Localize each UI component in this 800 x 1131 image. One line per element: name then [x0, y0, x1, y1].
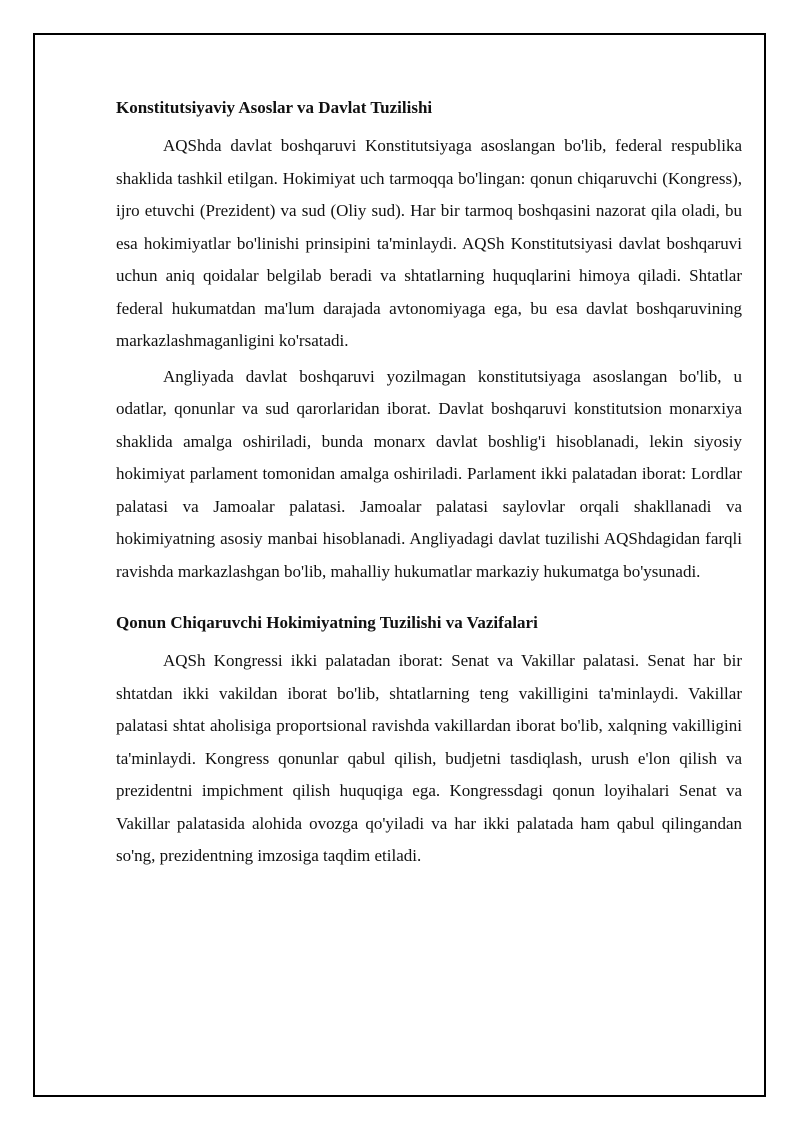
document-body — [116, 98, 742, 876]
paragraph-us-congress: AQSh Kongressi ikki palatadan iborat: Senat va Vakillar palatasi. Senat har bir shtatdan ikki vakildan iborat bo'lib, shtatlarning teng vakilligini ta'minlaydi. Vakillar palatasi shtat aholisiga proportsional ravishda vakillardan iborat bo'lib, xalqning vakilligini ta'minlaydi. Kongress qonunlar qabul qilish, budjetni tasdiqlash, urush e'lon qilish va prezidentni impichment qilish huquqiga ega. Kongressdagi qonun loyihalari Senat va Vakillar palatasida alohida ovozga qo'yiladi va har ikki palatada ham qabul qilingandan so'ng, prezidentning imzosiga taqdim etiladi. — [116, 651, 742, 865]
section-constitutional-foundations — [116, 98, 742, 588]
paragraph-usa-government: AQShda davlat boshqaruvi Konstitutsiyaga asoslangan bo'lib, federal respublika shaklida tashkil etilgan. Hokimiyat uch tarmoqqa bo'lingan: qonun chiqaruvchi (Kongress), ijro etuvchi (Prezident) va sud (Oliy sud). Har bir tarmoq boshqasini nazorat qila oladi, bu esa hokimiyatlar bo'linishi prinsipini ta'minlaydi. AQSh Konstitutsiyasi davlat boshqaruvi uchun aniq qoidalar belgilab beradi va shtatlarning huquqlarini himoya qiladi. Shtatlar federal hukumatdan ma'lum darajada avtonomiyaga ega, bu esa davlat boshqaruvining markazlashmaganligini ko'rsatadi. — [116, 136, 742, 350]
section-heading: Konstitutsiyaviy Asoslar va Davlat Tuzilishi — [116, 98, 433, 117]
paragraph-england-government: Angliyada davlat boshqaruvi yozilmagan konstitutsiyaga asoslangan bo'lib, u odatlar, qonunlar va sud qarorlaridan iborat. Davlat boshqaruvi konstitutsion monarxiya shaklida amalga oshiriladi, bunda monarx davlat boshlig'i hisoblanadi, lekin siyosiy hokimiyat parlament tomonidan amalga oshiriladi. Parlament ikki palatadan iborat: Lordlar palatasi va Jamoalar palatasi. Jamoalar palatasi saylovlar orqali shakllanadi va hokimiyatning asosiy manbai hisoblanadi. Angliyadagi davlat tuzilishi AQShdagidan farqli ravishda markazlashgan bo'lib, mahalliy hukumatlar markaziy hukumatga bo'ysunadi. — [116, 366, 742, 581]
section-heading: Qonun Chiqaruvchi Hokimiyatning Tuzilishi va Vazifalari — [116, 613, 538, 632]
section-legislative-power — [116, 613, 742, 873]
